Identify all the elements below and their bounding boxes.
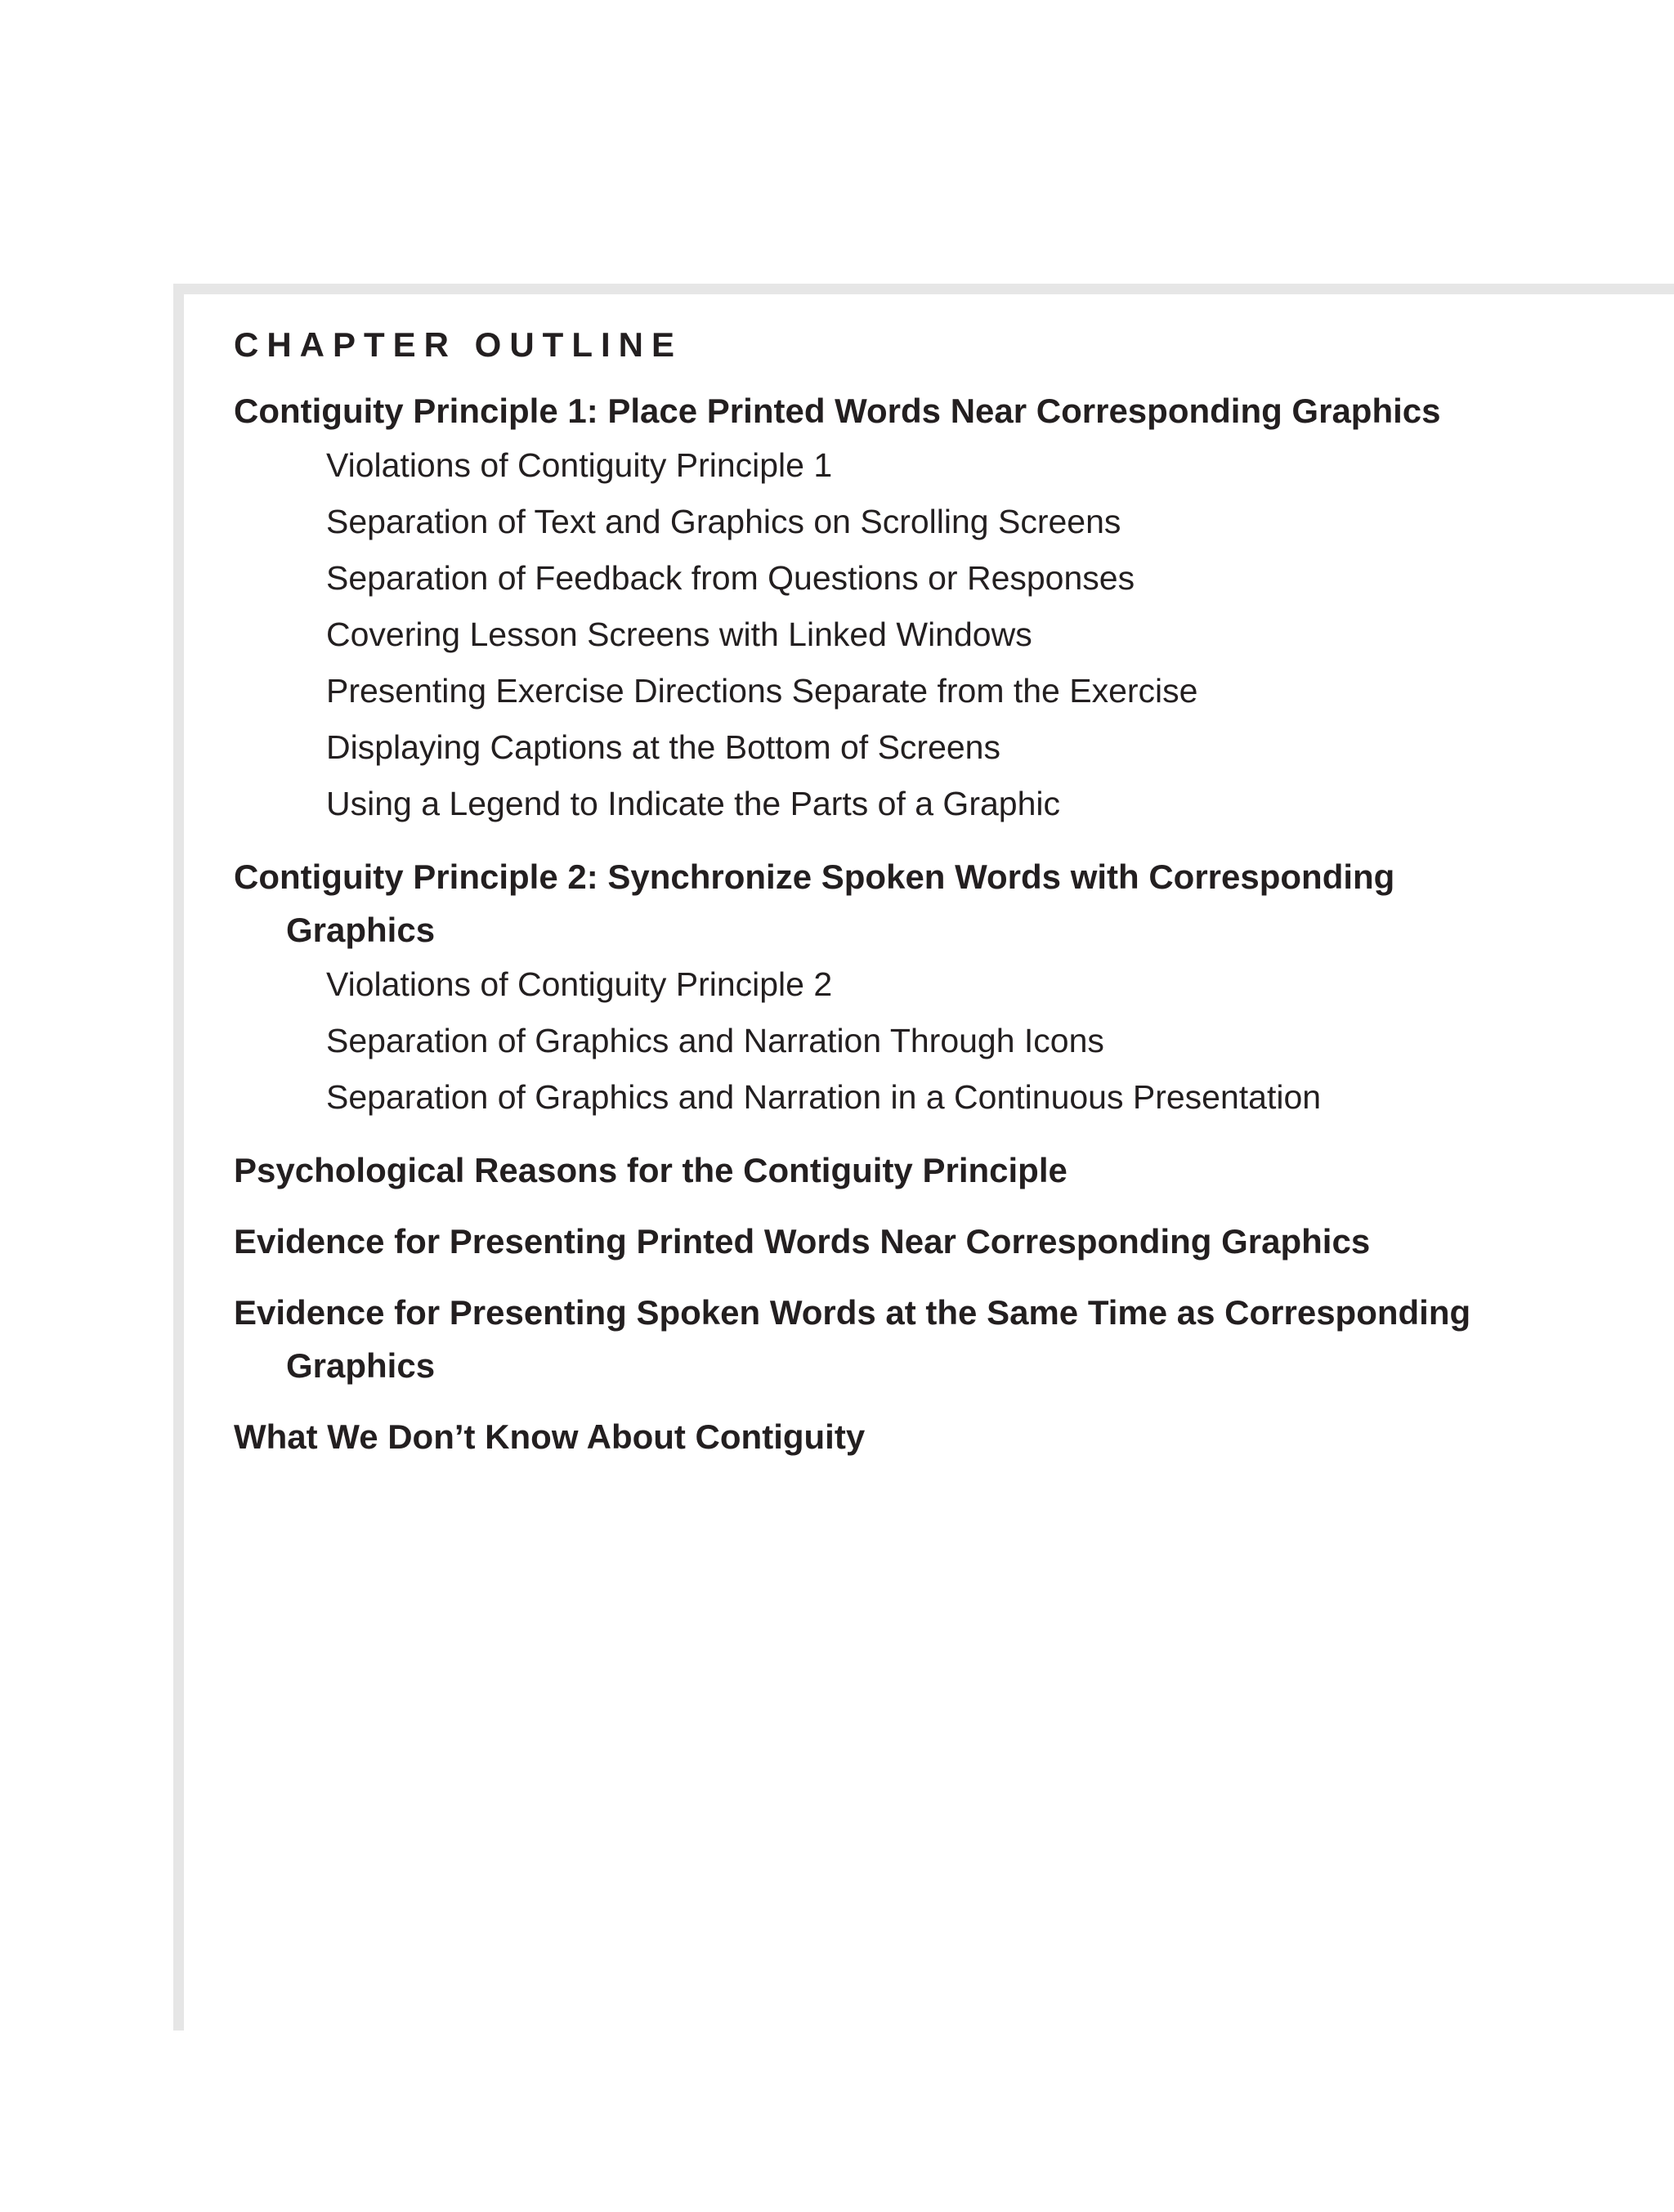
- section-title: Psychological Reasons for the Contiguity Principle: [234, 1151, 1068, 1189]
- chapter-outline: [234, 320, 1607, 1481]
- subsection-list: [234, 437, 1607, 832]
- section-title: Evidence for Presenting Spoken Words at the Same Time as Corresponding Graphics: [234, 1293, 1471, 1385]
- section-title: Contiguity Principle 2: Synchronize Spoken Words with Corresponding Graphics: [234, 857, 1395, 949]
- section-title: Contiguity Principle 1: Place Printed Words Near Corresponding Graphics: [234, 392, 1441, 430]
- outline-section-1: [234, 384, 1607, 832]
- subsection-item: Displaying Captions at the Bottom of Screens: [326, 728, 1000, 766]
- subsection-item: Separation of Graphics and Narration Through Icons: [326, 1022, 1104, 1059]
- subsection-item: Presenting Exercise Directions Separate from the Exercise: [326, 672, 1198, 710]
- subsection-list: [234, 956, 1607, 1126]
- subsection-item: Violations of Contiguity Principle 1: [326, 446, 833, 484]
- subsection-item: Covering Lesson Screens with Linked Windows: [326, 616, 1032, 653]
- outline-section-3: [234, 1144, 1607, 1197]
- outline-section-6: [234, 1410, 1607, 1463]
- frame-left-rule: [173, 284, 184, 2031]
- outline-section-2: [234, 850, 1607, 1126]
- section-title: What We Don’t Know About Contiguity: [234, 1417, 866, 1456]
- subsection-item: Separation of Text and Graphics on Scrolling Screens: [326, 503, 1121, 540]
- outline-heading: CHAPTER OUTLINE: [234, 325, 683, 364]
- outline-section-5: [234, 1286, 1607, 1392]
- section-title: Evidence for Presenting Printed Words Near Corresponding Graphics: [234, 1222, 1371, 1260]
- subsection-item: Separation of Feedback from Questions or Responses: [326, 559, 1135, 597]
- subsection-item: Violations of Contiguity Principle 2: [326, 965, 833, 1003]
- outline-section-4: [234, 1215, 1607, 1268]
- subsection-item: Using a Legend to Indicate the Parts of a Graphic: [326, 785, 1060, 822]
- subsection-item: Separation of Graphics and Narration in a Continuous Presentation: [326, 1078, 1322, 1116]
- frame-top-rule: [173, 284, 1674, 294]
